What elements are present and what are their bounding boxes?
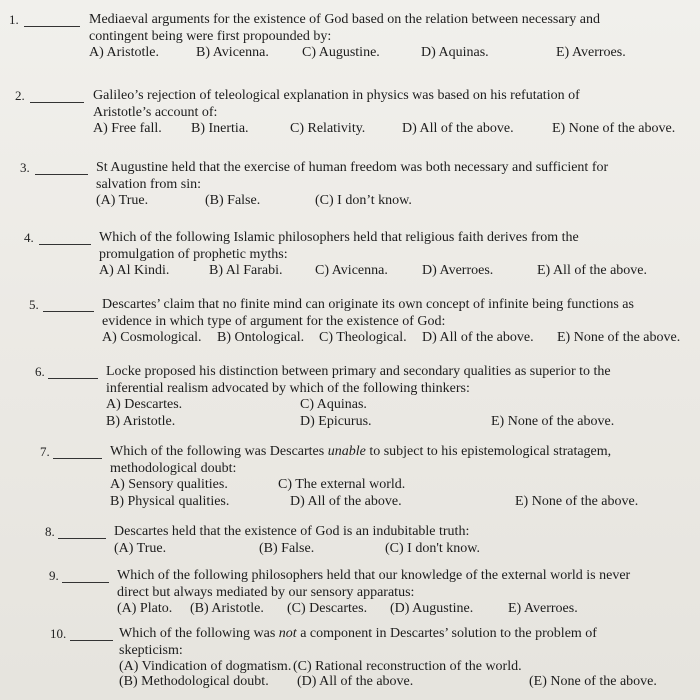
question-text: Which of the following was not a component in Descartes’ solution to the problem of: [119, 626, 597, 641]
question-text: evidence in which type of argument for the existence of God:: [102, 313, 446, 329]
question-text: direct but always mediated by our sensory apparatus:: [117, 584, 415, 600]
answer-blank[interactable]: [58, 538, 106, 539]
option-e: E) All of the above.: [537, 263, 648, 278]
answer-blank[interactable]: [24, 26, 80, 27]
answer-blank[interactable]: [30, 102, 84, 103]
option-c: C) Theological.: [319, 330, 407, 345]
option-c: C) Relativity.: [290, 121, 366, 136]
option-c: C) Avicenna.: [315, 263, 388, 278]
option-a: (A) Vindication of dogmatism.: [119, 659, 292, 674]
question-text: Descartes held that the existence of God is an indubitable truth:: [114, 524, 470, 539]
option-c: (C) I don't know.: [385, 540, 480, 556]
option-a: A) Sensory qualities.: [110, 477, 228, 492]
option-b: (B) False.: [205, 193, 261, 208]
option-d: (D) All of the above.: [297, 674, 414, 689]
option-b: (B) Aristotle.: [190, 601, 264, 616]
option-e: E) None of the above.: [491, 414, 615, 429]
option-b: (B) Methodological doubt.: [119, 674, 269, 689]
question-text: promulgation of prophetic myths:: [99, 246, 288, 262]
question-number: 5.: [29, 297, 39, 312]
answer-blank[interactable]: [70, 640, 113, 641]
question-text: inferential realism advocated by which of the following thinkers:: [106, 380, 470, 396]
question-number: 10.: [50, 626, 67, 641]
option-e: (E) None of the above.: [529, 674, 657, 689]
question-text: Locke proposed his distinction between primary and secondary qualities as superior to the: [106, 364, 611, 379]
question-number: 8.: [45, 524, 55, 539]
emphasis-not: not: [278, 626, 297, 641]
question-text: Which of the following was Descartes unable to subject to his epistemological stratagem,: [110, 444, 612, 459]
question-number: 4.: [24, 230, 34, 245]
option-e: E) None of the above.: [515, 494, 639, 509]
option-a: (A) Plato.: [117, 601, 173, 616]
question-number: 3.: [20, 160, 30, 175]
option-d: (D) Augustine.: [390, 601, 474, 616]
answer-blank[interactable]: [53, 458, 102, 459]
option-e: E) None of the above.: [557, 330, 681, 345]
option-d: D) Averroes.: [422, 263, 494, 278]
option-a: A) Descartes.: [106, 397, 183, 412]
option-c: (C) Descartes.: [287, 601, 368, 616]
option-c: C) Aquinas.: [300, 397, 367, 412]
option-b: B) Avicenna.: [196, 45, 269, 60]
question-text: Galileo’s rejection of teleological explanation in physics was based on his refutation of: [93, 88, 580, 103]
option-b: B) Inertia.: [191, 121, 249, 136]
option-b: B) Ontological.: [217, 330, 305, 345]
question-number: 6.: [35, 364, 45, 379]
question-number: 1.: [9, 12, 19, 27]
question-text: Which of the following philosophers held that our knowledge of the external world is never: [117, 568, 631, 583]
option-b: B) Aristotle.: [106, 414, 176, 429]
question-number: 9.: [49, 568, 59, 583]
question-text: Descartes’ claim that no finite mind can originate its own concept of infinite being functions as: [102, 297, 634, 312]
question-text: Mediaeval arguments for the existence of God based on the relation between necessary and: [89, 12, 600, 27]
option-a: A) Free fall.: [93, 121, 162, 136]
option-d: D) All of the above.: [402, 121, 514, 136]
answer-blank[interactable]: [39, 244, 91, 245]
option-a: A) Al Kindi.: [99, 263, 170, 278]
option-d: D) Epicurus.: [300, 414, 372, 429]
option-c: (C) Rational reconstruction of the world.: [293, 659, 522, 674]
option-e: E) None of the above.: [552, 121, 676, 136]
answer-blank[interactable]: [35, 174, 88, 175]
option-b: (B) False.: [259, 540, 315, 556]
option-d: D) All of the above.: [422, 330, 534, 345]
option-e: E) Averroes.: [556, 45, 626, 60]
question-text: Which of the following Islamic philosophers held that religious faith derives from the: [99, 230, 579, 245]
option-c: (C) I don’t know.: [315, 193, 412, 208]
option-d: D) Aquinas.: [421, 45, 489, 60]
option-c: C) The external world.: [278, 477, 406, 492]
question-text: salvation from sin:: [96, 176, 201, 192]
option-a: A) Cosmological.: [102, 330, 202, 345]
question-text: Aristotle’s account of:: [93, 104, 218, 120]
answer-blank[interactable]: [43, 311, 94, 312]
option-a: (A) True.: [114, 540, 167, 556]
question-text: methodological doubt:: [110, 460, 237, 476]
option-b: B) Physical qualities.: [110, 494, 230, 509]
option-c: C) Augustine.: [302, 45, 380, 60]
option-a: A) Aristotle.: [89, 45, 159, 60]
answer-blank[interactable]: [62, 582, 109, 583]
question-number: 7.: [40, 444, 50, 459]
option-e: E) Averroes.: [508, 601, 578, 616]
emphasis-unable: unable: [327, 444, 366, 459]
question-text: St Augustine held that the exercise of human freedom was both necessary and sufficient for: [96, 160, 609, 175]
option-b: B) Al Farabi.: [209, 263, 283, 278]
question-text: skepticism:: [119, 642, 183, 658]
option-d: D) All of the above.: [290, 494, 402, 509]
option-a: (A) True.: [96, 193, 149, 208]
question-text: contingent being were first propounded by:: [89, 28, 332, 44]
answer-blank[interactable]: [48, 378, 98, 379]
question-number: 2.: [15, 88, 25, 103]
